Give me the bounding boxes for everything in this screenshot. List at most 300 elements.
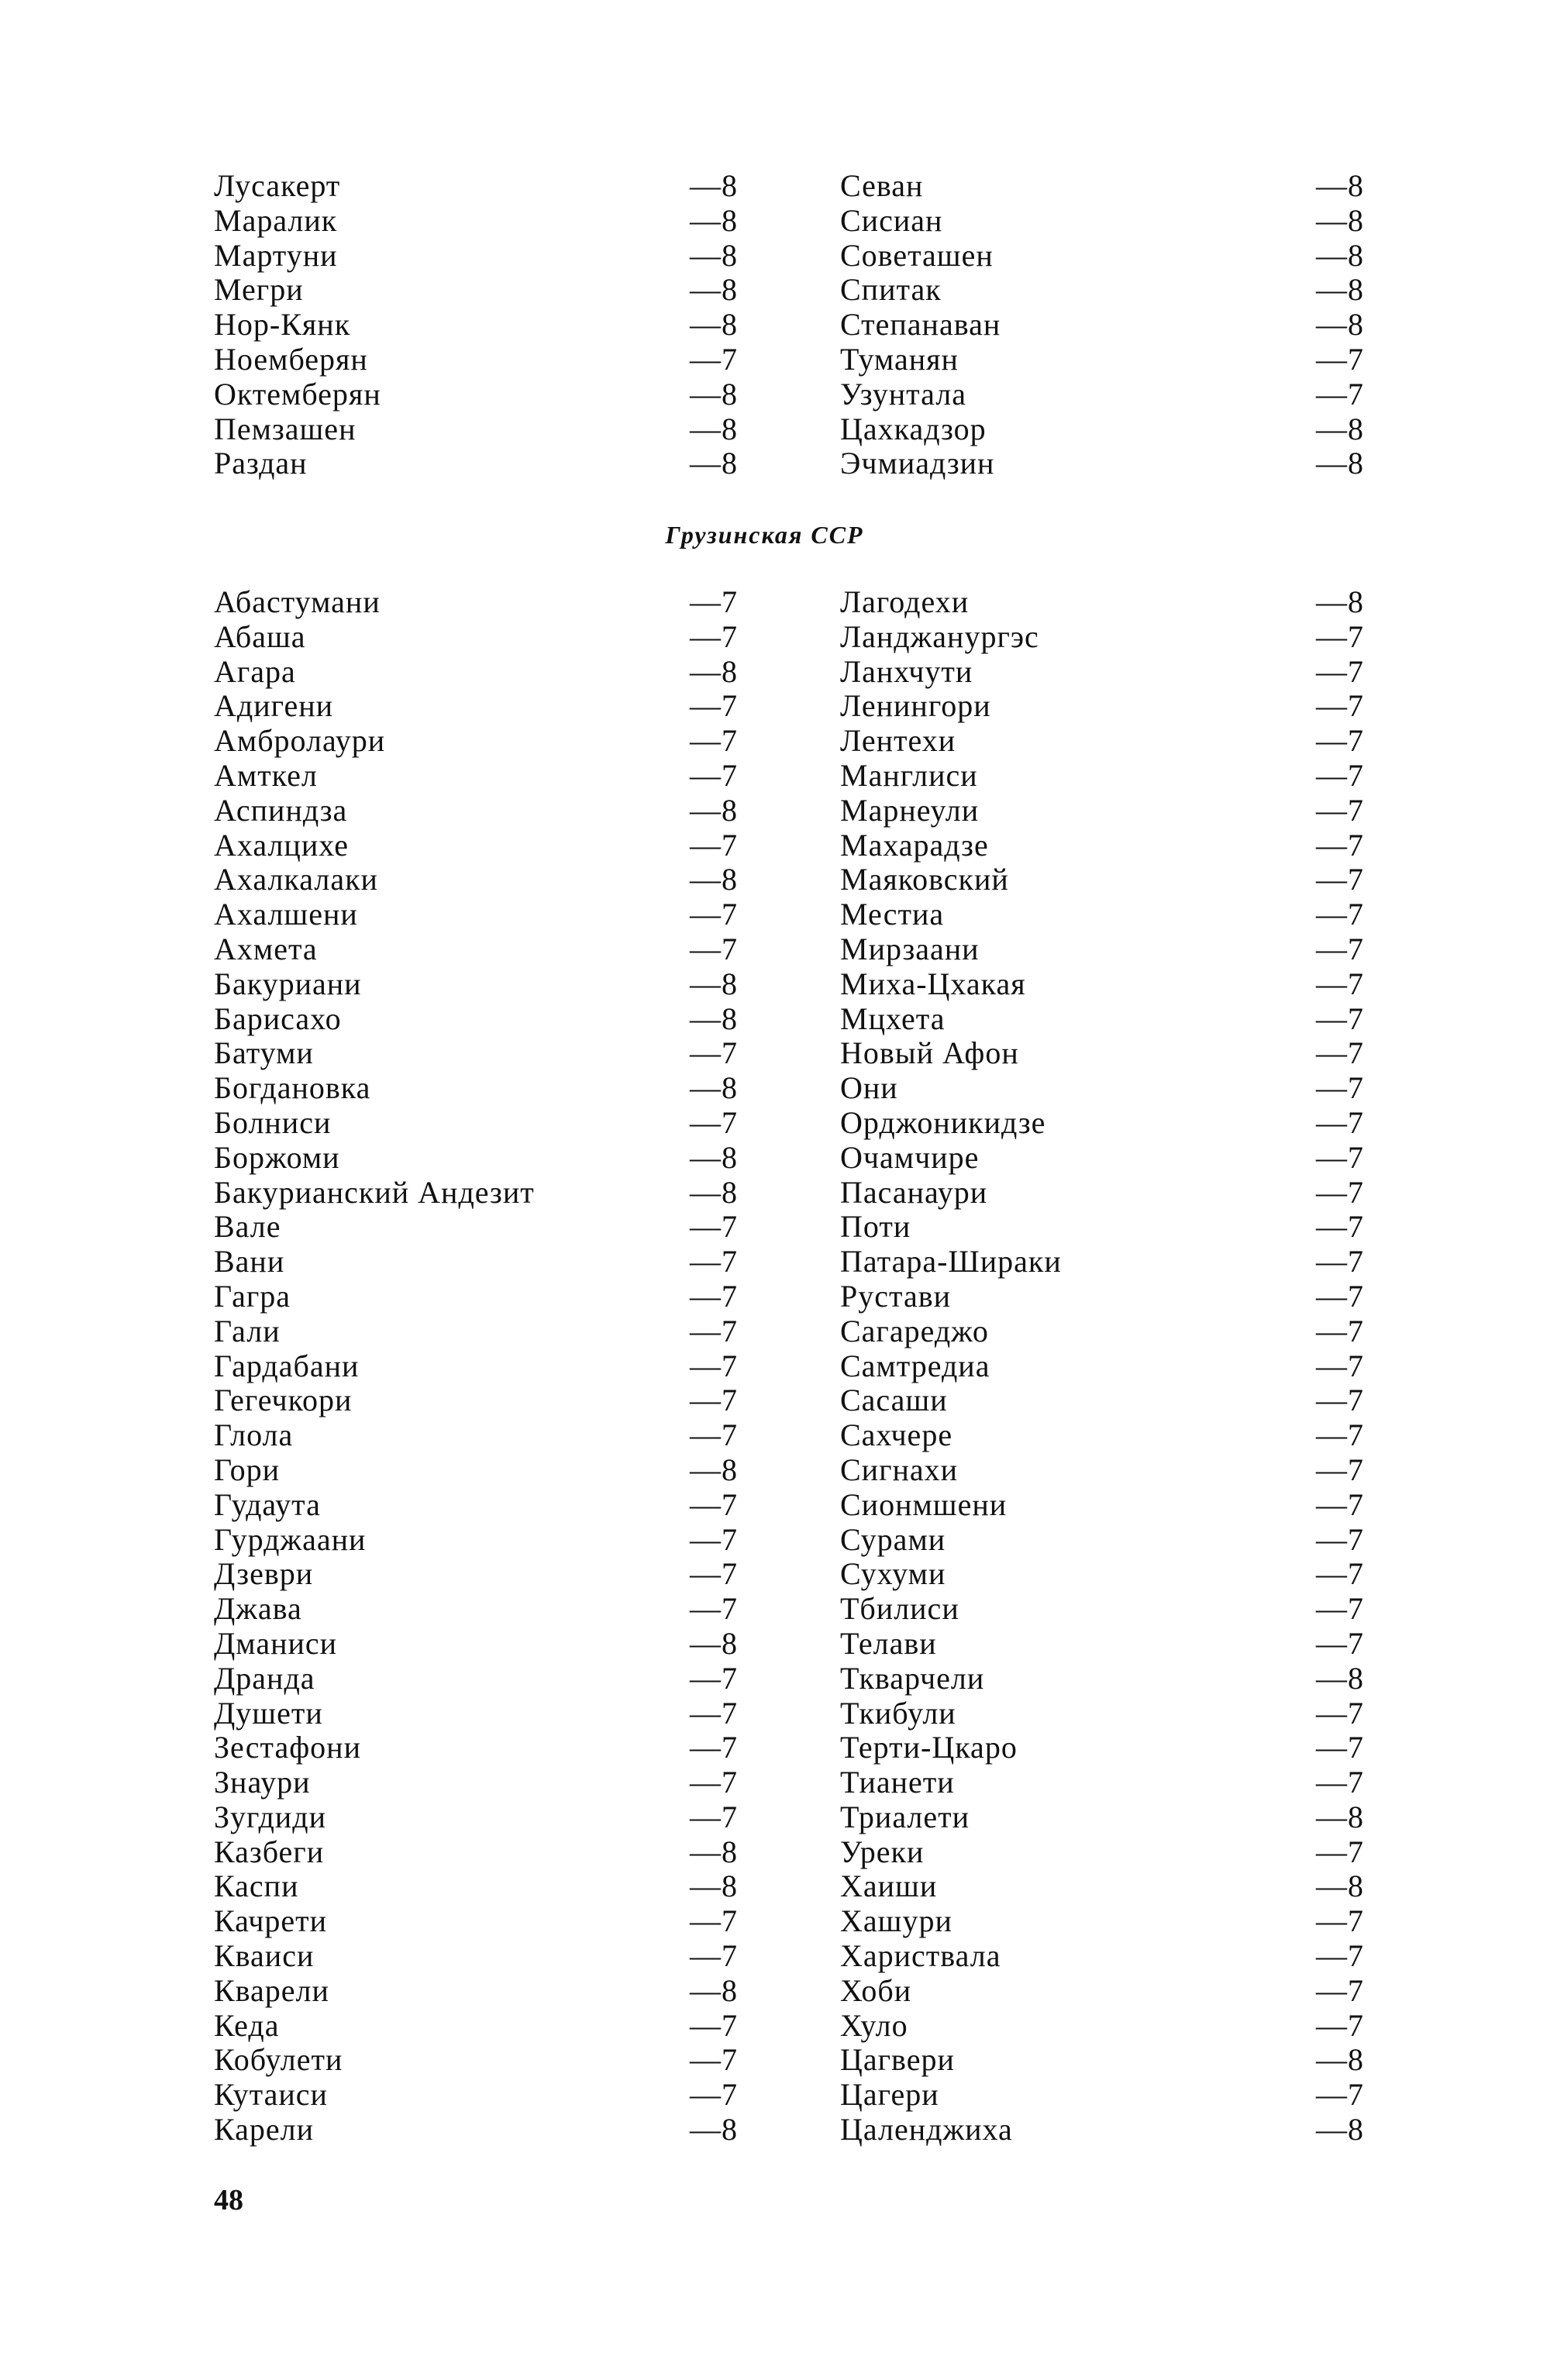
list-item	[840, 2113, 1364, 2148]
list-item	[214, 1731, 738, 1765]
list-item	[214, 204, 738, 239]
settlement-name: Раздан	[214, 446, 308, 481]
settlement-name: Гурджаани	[214, 1521, 367, 1557]
settlement-name: Глола	[214, 1417, 294, 1453]
settlement-name: Амткел	[214, 757, 318, 793]
settlement-name: Батуми	[214, 1035, 314, 1071]
zone-value: —7	[1316, 1556, 1364, 1592]
settlement-name: Ткварчели	[840, 1660, 985, 1696]
zone-value: —7	[690, 1209, 738, 1245]
settlement-name: Очамчире	[840, 1139, 980, 1175]
zone-value: —7	[690, 2077, 738, 2113]
settlement-name: Ланджанургэс	[840, 618, 1039, 654]
settlement-name: Цагери	[840, 2077, 939, 2113]
list-item	[214, 620, 738, 655]
settlement-name: Сагареджо	[840, 1313, 989, 1348]
settlement-name: Барисахо	[214, 1001, 342, 1036]
zone-value: —8	[1316, 2042, 1364, 2078]
list-item	[840, 1731, 1364, 1765]
settlement-name: Мирзаани	[840, 931, 980, 966]
settlement-name: Дзеври	[214, 1556, 314, 1592]
settlement-name: Сухуми	[840, 1556, 946, 1592]
zone-value: —7	[1316, 1209, 1364, 1245]
settlement-name: Ленингори	[840, 688, 991, 724]
zone-value: —7	[690, 931, 738, 966]
list-item	[840, 239, 1364, 274]
zone-value: —7	[690, 1938, 738, 1974]
zone-value: —7	[690, 723, 738, 759]
zone-value: —7	[690, 1521, 738, 1557]
settlement-name: Кобулети	[214, 2042, 343, 2078]
settlement-name: Абастумани	[214, 584, 381, 619]
armenian-list-continued	[214, 169, 1364, 481]
list-item	[214, 932, 738, 967]
list-item	[840, 1210, 1364, 1245]
list-item	[214, 169, 738, 204]
zone-value: —8	[1316, 307, 1364, 343]
list-item	[840, 585, 1364, 620]
zone-value: —7	[1316, 897, 1364, 932]
settlement-name: Адигени	[214, 688, 334, 724]
list-item	[214, 239, 738, 274]
settlement-name: Орджоникидзе	[840, 1104, 1046, 1140]
list-item	[840, 343, 1364, 377]
list-item	[840, 1800, 1364, 1835]
list-item	[214, 863, 738, 897]
zone-value: —7	[1316, 1903, 1364, 1939]
zone-value: —7	[1316, 1972, 1364, 2008]
settlement-name: Марнеули	[840, 792, 980, 828]
settlement-name: Гардабани	[214, 1348, 360, 1383]
settlement-name: Ахмета	[214, 931, 318, 966]
zone-value: —7	[1316, 341, 1364, 377]
list-item	[840, 967, 1364, 1002]
list-item	[840, 759, 1364, 794]
settlement-name: Севан	[840, 168, 924, 203]
list-item	[214, 1314, 738, 1349]
list-item	[214, 1036, 738, 1071]
zone-value: —8	[690, 1452, 738, 1487]
settlement-name: Степанаван	[840, 307, 1001, 343]
zone-value: —8	[690, 272, 738, 308]
list-item	[840, 897, 1364, 932]
list-item	[214, 655, 738, 690]
zone-value: —7	[1316, 757, 1364, 793]
settlement-name: Туманян	[840, 341, 959, 377]
settlement-name: Тианети	[840, 1765, 955, 1800]
zone-value: —7	[1316, 1486, 1364, 1522]
settlement-name: Гори	[214, 1452, 281, 1487]
top-right-column	[840, 169, 1364, 481]
list-item	[214, 967, 738, 1002]
settlement-name: Амбролаури	[214, 723, 386, 759]
zone-value: —7	[1316, 723, 1364, 759]
settlement-name: Зугдиди	[214, 1799, 326, 1834]
settlement-name: Патара-Шираки	[840, 1244, 1062, 1280]
zone-value: —8	[1316, 168, 1364, 203]
zone-value: —7	[1316, 862, 1364, 897]
settlement-name: Боржоми	[214, 1139, 340, 1175]
list-item	[214, 1523, 738, 1558]
settlement-name: Миха-Цхакая	[840, 966, 1026, 1001]
settlement-name: Болниси	[214, 1104, 332, 1140]
settlement-name: Гудаута	[214, 1486, 321, 1522]
settlement-name: Спитак	[840, 272, 942, 308]
list-item	[214, 1071, 738, 1106]
list-item	[840, 1765, 1364, 1800]
list-item	[840, 863, 1364, 897]
zone-value: —7	[1316, 376, 1364, 412]
zone-value: —7	[1316, 1521, 1364, 1557]
list-item	[840, 689, 1364, 724]
list-item	[214, 2043, 738, 2078]
zone-value: —7	[1316, 1625, 1364, 1661]
list-item	[214, 1210, 738, 1245]
settlement-name: Качрети	[214, 1903, 328, 1939]
list-item	[214, 2078, 738, 2113]
settlement-name: Маяковский	[840, 862, 1009, 897]
main-left-column	[214, 585, 738, 2148]
settlement-name: Ткибули	[840, 1695, 956, 1731]
zone-value: —7	[1316, 2007, 1364, 2043]
list-item	[214, 1869, 738, 1904]
zone-value: —8	[1316, 411, 1364, 446]
settlement-name: Нор-Кянк	[214, 307, 351, 343]
settlement-name: Махарадзе	[840, 827, 989, 863]
list-item	[214, 1453, 738, 1488]
list-item	[840, 2043, 1364, 2078]
zone-value: —7	[1316, 2077, 1364, 2113]
zone-value: —7	[690, 1765, 738, 1800]
list-item	[840, 1974, 1364, 2009]
list-item	[840, 1314, 1364, 1349]
list-item	[840, 1696, 1364, 1731]
settlement-name: Цагвери	[840, 2042, 955, 2078]
top-left-column	[214, 169, 738, 481]
settlement-name: Пемзашен	[214, 411, 357, 446]
zone-value: —7	[690, 897, 738, 932]
list-item	[840, 1418, 1364, 1453]
settlement-name: Хуло	[840, 2007, 908, 2043]
settlement-name: Цаленджиха	[840, 2112, 1013, 2148]
settlement-name: Пасанаури	[840, 1174, 988, 1210]
settlement-name: Сисиан	[840, 202, 943, 238]
zone-value: —7	[1316, 1278, 1364, 1314]
zone-value: —7	[690, 2007, 738, 2043]
list-item	[214, 1418, 738, 1453]
list-item	[840, 1036, 1364, 1071]
list-item	[214, 343, 738, 377]
zone-value: —7	[1316, 1834, 1364, 1869]
list-item	[214, 1696, 738, 1731]
zone-value: —7	[1316, 1938, 1364, 1974]
list-item	[214, 1002, 738, 1037]
settlement-name: Агара	[214, 653, 296, 689]
list-item	[840, 1106, 1364, 1141]
list-item	[214, 273, 738, 308]
zone-value: —7	[1316, 1730, 1364, 1765]
settlement-name: Тбилиси	[840, 1591, 959, 1627]
zone-value: —7	[690, 1348, 738, 1383]
zone-value: —8	[690, 202, 738, 238]
zone-value: —8	[690, 411, 738, 446]
zone-value: —8	[1316, 2112, 1364, 2148]
list-item	[214, 1488, 738, 1523]
settlement-name: Цахкадзор	[840, 411, 987, 446]
zone-value: —7	[690, 618, 738, 654]
zone-value: —7	[690, 1104, 738, 1140]
list-item	[840, 1835, 1364, 1870]
zone-value: —7	[1316, 1695, 1364, 1731]
settlement-name: Поти	[840, 1209, 911, 1245]
list-item	[840, 1176, 1364, 1211]
settlement-name: Советашен	[840, 237, 994, 273]
list-item	[214, 377, 738, 412]
zone-value: —7	[690, 1695, 738, 1731]
main-right-column	[840, 585, 1364, 2148]
settlement-name: Дранда	[214, 1660, 315, 1696]
zone-value: —8	[690, 1834, 738, 1869]
list-item	[214, 1765, 738, 1800]
settlement-name: Местиа	[840, 897, 945, 932]
zone-value: —7	[1316, 688, 1364, 724]
settlement-name: Богдановка	[214, 1070, 371, 1106]
settlement-name: Гали	[214, 1313, 281, 1348]
settlement-name: Ахалкалаки	[214, 862, 378, 897]
list-item	[214, 1383, 738, 1418]
settlement-name: Лентехи	[840, 723, 956, 759]
list-item	[214, 1904, 738, 1939]
list-item	[840, 412, 1364, 447]
settlement-name: Казбеги	[214, 1834, 325, 1869]
settlement-name: Маралик	[214, 202, 338, 238]
zone-value: —7	[690, 1244, 738, 1280]
list-item	[840, 724, 1364, 759]
settlement-name: Хоби	[840, 1972, 912, 2008]
settlement-name: Кутаиси	[214, 2077, 328, 2113]
settlement-name: Зестафони	[214, 1730, 361, 1765]
list-item	[214, 1176, 738, 1211]
zone-value: —7	[690, 1730, 738, 1765]
settlement-name: Уреки	[840, 1834, 925, 1869]
zone-value: —7	[1316, 1174, 1364, 1210]
list-item	[840, 794, 1364, 828]
list-item	[214, 308, 738, 343]
zone-value: —8	[690, 168, 738, 203]
zone-value: —7	[1316, 1348, 1364, 1383]
zone-value: —8	[690, 376, 738, 412]
settlement-name: Сахчере	[840, 1417, 953, 1453]
zone-value: —8	[690, 792, 738, 828]
settlement-name: Телави	[840, 1625, 937, 1661]
zone-value: —7	[690, 1383, 738, 1418]
settlement-name: Карели	[214, 2112, 315, 2148]
list-item	[840, 308, 1364, 343]
list-item	[840, 2009, 1364, 2044]
list-item	[214, 759, 738, 794]
zone-value: —8	[690, 653, 738, 689]
zone-value: —7	[690, 1035, 738, 1071]
list-item	[214, 1280, 738, 1314]
list-item	[214, 724, 738, 759]
list-item	[214, 1835, 738, 1870]
zone-value: —7	[1316, 653, 1364, 689]
zone-value: —7	[1316, 1104, 1364, 1140]
list-item	[840, 1488, 1364, 1523]
list-item	[214, 1662, 738, 1696]
zone-value: —7	[1316, 618, 1364, 654]
zone-value: —7	[690, 1556, 738, 1592]
zone-value: —8	[690, 1070, 738, 1106]
zone-value: —7	[690, 1313, 738, 1348]
zone-value: —7	[690, 1486, 738, 1522]
list-item	[840, 446, 1364, 481]
settlement-name: Лагодехи	[840, 584, 970, 619]
zone-value: —7	[1316, 931, 1364, 966]
zone-value: —8	[690, 307, 738, 343]
list-item	[840, 1662, 1364, 1696]
georgian-list	[214, 585, 1364, 2148]
settlement-name: Ноемберян	[214, 341, 368, 377]
list-item	[840, 273, 1364, 308]
settlement-name: Сурами	[840, 1521, 946, 1557]
settlement-name: Сасаши	[840, 1383, 948, 1418]
zone-value: —7	[1316, 1001, 1364, 1036]
zone-value: —7	[1316, 1417, 1364, 1453]
list-item	[840, 169, 1364, 204]
settlement-name: Гагра	[214, 1278, 291, 1314]
zone-value: —7	[690, 1417, 738, 1453]
settlement-name: Сигнахи	[840, 1452, 959, 1487]
settlement-name: Вале	[214, 1209, 281, 1245]
zone-value: —7	[690, 1278, 738, 1314]
list-item	[214, 689, 738, 724]
list-item	[840, 932, 1364, 967]
zone-value: —7	[1316, 1139, 1364, 1175]
zone-value: —8	[1316, 202, 1364, 238]
list-item	[840, 1453, 1364, 1488]
zone-value: —7	[1316, 792, 1364, 828]
list-item	[840, 377, 1364, 412]
settlement-name: Вани	[214, 1244, 285, 1280]
list-item	[840, 1592, 1364, 1627]
section-title: Грузинская ССР	[665, 521, 864, 549]
list-item	[840, 1939, 1364, 1974]
settlement-name: Триалети	[840, 1799, 970, 1834]
settlement-name: Они	[840, 1070, 898, 1106]
zone-value: —7	[1316, 1765, 1364, 1800]
settlement-name: Бакурианский Андезит	[214, 1174, 535, 1210]
list-item	[214, 828, 738, 863]
list-item	[214, 446, 738, 481]
zone-value: —7	[690, 757, 738, 793]
zone-value: —7	[690, 2042, 738, 2078]
list-item	[840, 1523, 1364, 1558]
list-item	[840, 655, 1364, 690]
list-item	[840, 1141, 1364, 1176]
settlement-name: Новый Афон	[840, 1035, 1019, 1071]
zone-value: —7	[1316, 1313, 1364, 1348]
zone-value: —7	[690, 688, 738, 724]
settlement-name: Мцхета	[840, 1001, 946, 1036]
zone-value: —8	[690, 966, 738, 1001]
zone-value: —8	[1316, 237, 1364, 273]
list-item	[214, 1557, 738, 1592]
settlement-name: Терти-Цкаро	[840, 1730, 1018, 1765]
settlement-name: Октемберян	[214, 376, 381, 412]
zone-value: —8	[1316, 272, 1364, 308]
zone-value: —7	[690, 1660, 738, 1696]
settlement-name: Лусакерт	[214, 168, 341, 203]
settlement-name: Мегри	[214, 272, 304, 308]
list-item	[214, 1592, 738, 1627]
settlement-name: Абаша	[214, 618, 306, 654]
zone-value: —7	[690, 1799, 738, 1834]
settlement-name: Самтредиа	[840, 1348, 990, 1383]
list-item	[214, 1974, 738, 2009]
zone-value: —7	[690, 1903, 738, 1939]
list-item	[840, 1383, 1364, 1418]
list-item	[840, 1245, 1364, 1280]
list-item	[214, 585, 738, 620]
settlement-name: Душети	[214, 1695, 323, 1731]
settlement-name: Хашури	[840, 1903, 952, 1939]
zone-value: —8	[690, 2112, 738, 2148]
settlement-name: Ланхчути	[840, 653, 973, 689]
list-item	[840, 1627, 1364, 1662]
zone-value: —8	[1316, 584, 1364, 619]
list-item	[840, 2078, 1364, 2113]
zone-value: —7	[690, 1591, 738, 1627]
settlement-name: Кеда	[214, 2007, 280, 2043]
settlement-name: Ахалцихе	[214, 827, 349, 863]
zone-value: —8	[690, 1625, 738, 1661]
zone-value: —8	[690, 1139, 738, 1175]
page-number: 48	[214, 2184, 243, 2216]
settlement-name: Джава	[214, 1591, 302, 1627]
zone-value: —7	[1316, 1452, 1364, 1487]
settlement-name: Рустави	[840, 1278, 952, 1314]
zone-value: —8	[690, 1001, 738, 1036]
list-item	[840, 1349, 1364, 1384]
list-item	[214, 2113, 738, 2148]
zone-value: —7	[1316, 827, 1364, 863]
zone-value: —7	[1316, 1591, 1364, 1627]
list-item	[840, 204, 1364, 239]
zone-value: —7	[1316, 1244, 1364, 1280]
zone-value: —8	[1316, 1660, 1364, 1696]
list-item	[840, 620, 1364, 655]
list-item	[840, 828, 1364, 863]
list-item	[840, 1904, 1364, 1939]
settlement-name: Эчмиадзин	[840, 446, 995, 481]
settlement-name: Кваиси	[214, 1938, 315, 1974]
zone-value: —8	[690, 1869, 738, 1904]
list-item	[214, 897, 738, 932]
settlement-name: Дманиси	[214, 1625, 338, 1661]
settlement-name: Манглиси	[840, 757, 978, 793]
list-item	[840, 1869, 1364, 1904]
settlement-name: Мартуни	[214, 237, 338, 273]
settlement-name: Бакуриани	[214, 966, 362, 1001]
zone-value: —7	[1316, 1070, 1364, 1106]
settlement-name: Узунтала	[840, 376, 966, 412]
zone-value: —7	[1316, 1383, 1364, 1418]
zone-value: —8	[690, 237, 738, 273]
zone-value: —7	[690, 341, 738, 377]
zone-value: —8	[690, 446, 738, 481]
list-item	[214, 794, 738, 828]
